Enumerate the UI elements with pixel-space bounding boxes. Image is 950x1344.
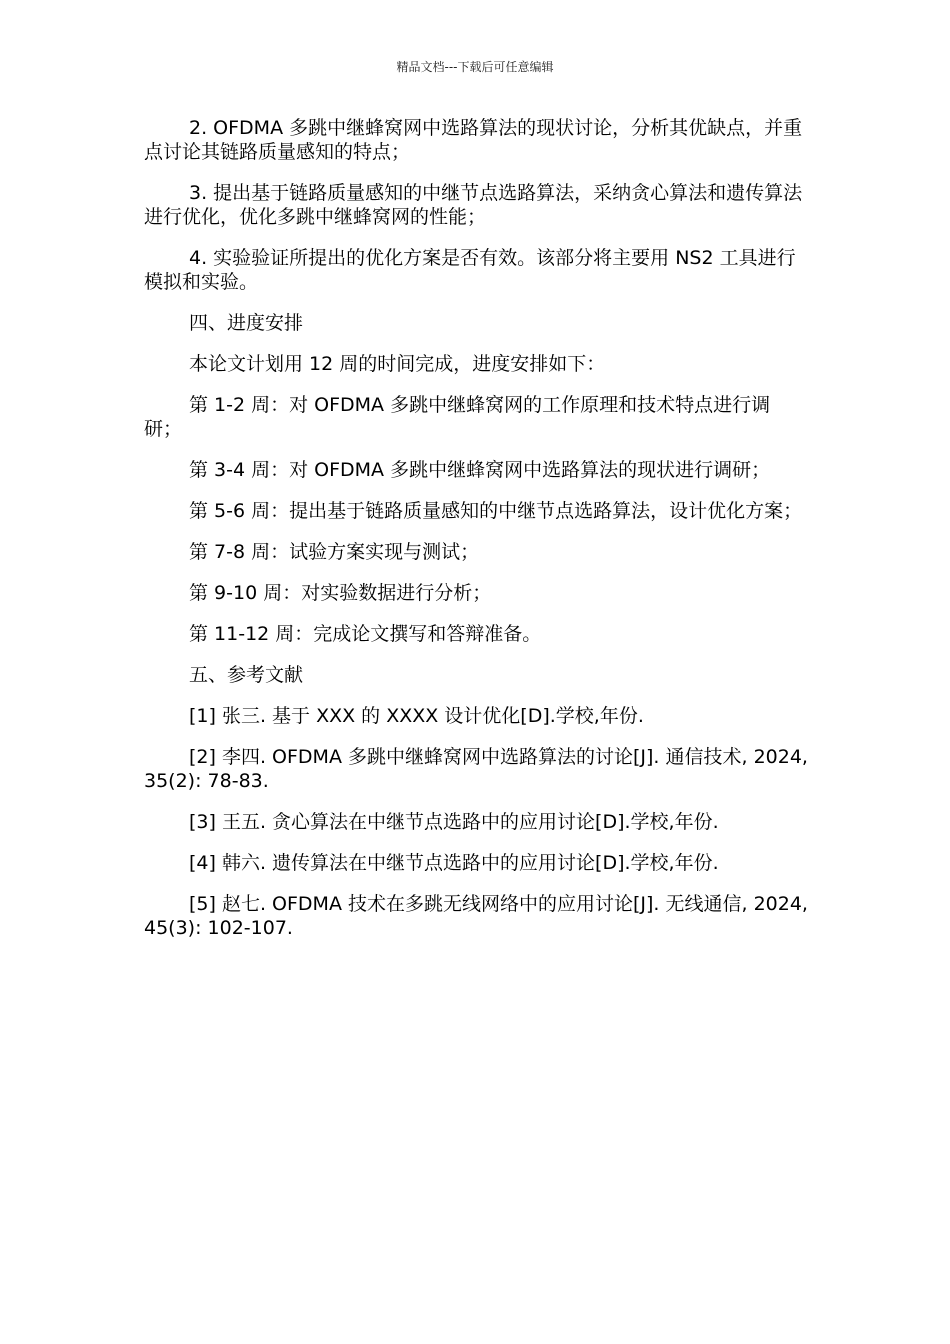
- schedule-item-weeks-5-6: 第 5-6 周：提出基于链路质量感知的中继节点选路算法，设计优化方案；: [189, 500, 803, 522]
- list-item-research-content-3: 3. 提出基于链路质量感知的中继节点选路算法，采纳贪心算法和遗传算法进行优化，优化多跳中继蜂窝网的性能；: [144, 182, 803, 228]
- list-item-research-content-4: 4. 实验验证所提出的优化方案是否有效。该部分将主要用 NS2 工具进行模拟和实验。: [144, 247, 796, 293]
- reference-item-3: [3] 王五. 贪心算法在中继节点选路中的应用讨论[D].学校,年份.: [189, 811, 719, 833]
- schedule-item-weeks-1-2: 第 1-2 周：对 OFDMA 多跳中继蜂窝网的工作原理和技术特点进行调研；: [144, 394, 771, 440]
- schedule-item-weeks-9-10: 第 9-10 周：对实验数据进行分析；: [189, 582, 492, 604]
- schedule-intro: 本论文计划用 12 周的时间完成，进度安排如下：: [189, 353, 606, 375]
- document-body: [144, 116, 808, 957]
- reference-item-4: [4] 韩六. 遗传算法在中继节点选路中的应用讨论[D].学校,年份.: [189, 852, 719, 874]
- schedule-item-weeks-11-12: 第 11-12 周：完成论文撰写和答辩准备。: [189, 623, 542, 645]
- section-heading-references: 五、参考文献: [189, 664, 304, 686]
- schedule-item-weeks-7-8: 第 7-8 周：试验方案实现与测试；: [189, 541, 480, 563]
- schedule-item-weeks-3-4: 第 3-4 周：对 OFDMA 多跳中继蜂窝网中选路算法的现状进行调研；: [189, 459, 771, 481]
- reference-item-2: [2] 李四. OFDMA 多跳中继蜂窝网中选路算法的讨论[J]. 通信技术, 2024, 35(2): 78-83.: [144, 746, 808, 792]
- list-item-research-content-2: 2. OFDMA 多跳中继蜂窝网中选路算法的现状讨论，分析其优缺点，并重点讨论其链路质量感知的特点；: [144, 117, 803, 163]
- section-heading-schedule: 四、进度安排: [189, 312, 304, 334]
- reference-item-5: [5] 赵七. OFDMA 技术在多跳无线网络中的应用讨论[J]. 无线通信, 2024, 45(3): 102-107.: [144, 893, 808, 939]
- page-header: 精品文档---下载后可任意编辑: [396, 60, 554, 74]
- reference-item-1: [1] 张三. 基于 XXX 的 XXXX 设计优化[D].学校,年份.: [189, 705, 644, 727]
